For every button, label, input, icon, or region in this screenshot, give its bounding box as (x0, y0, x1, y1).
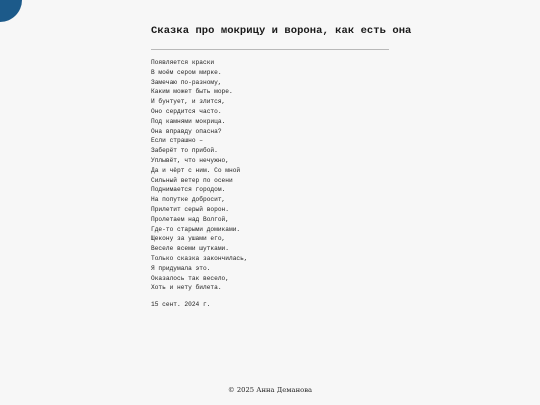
poem-line: Оно сердится часто. (151, 107, 222, 115)
poem-line: Пролетаем над Волгой, (151, 215, 229, 223)
poem-line: Уплывёт, что нечужно, (151, 156, 229, 164)
page-title: Сказка про мокрицу и ворона, как есть она (151, 25, 412, 37)
poem-line: Под камнями мокрица. (151, 117, 226, 125)
poem (151, 58, 389, 293)
poem-line: Веселе всеми шутками. (151, 245, 229, 253)
poem-line: Каким может быть море. (151, 88, 233, 96)
corner-badge[interactable] (0, 0, 22, 22)
poem-line: Появляется краски (151, 59, 215, 66)
poem-line: Я придумала это. (151, 264, 211, 272)
publish-date: 15 сент. 2024 г. (151, 301, 211, 309)
poem-line: Заберёт то прибой. (151, 147, 218, 155)
poem-line: Если страшно – (151, 137, 203, 145)
footer-copyright: © 2025 Анна Деманова (227, 386, 313, 394)
poem-line: Только сказка закончилась, (151, 254, 248, 262)
poem-line: Прилетит серый ворон. (151, 205, 229, 213)
poem-line: И бунтует, и злится, (151, 98, 226, 106)
article (151, 24, 412, 309)
poem-line: Замечаю по-разному, (151, 78, 222, 86)
poem-line: Где-то старыми домиками. (151, 225, 241, 233)
poem-line: В моём сером мирке. (151, 68, 222, 76)
poem-line: На попутке добросит, (151, 196, 226, 204)
poem-line: Поднимается городом. (151, 186, 226, 194)
poem-line: Оказалось так весело, (151, 274, 229, 282)
divider (151, 49, 389, 50)
poem-line: Да и чёрт с ним. Со мной (151, 166, 241, 174)
poem-line: Щекону за ушами его, (151, 235, 226, 243)
poem-line: Она вправду опасна? (151, 127, 222, 135)
poem-line: Сильный ветер по осени (151, 176, 233, 184)
poem-line: Хоть и нету билета. (151, 284, 222, 292)
